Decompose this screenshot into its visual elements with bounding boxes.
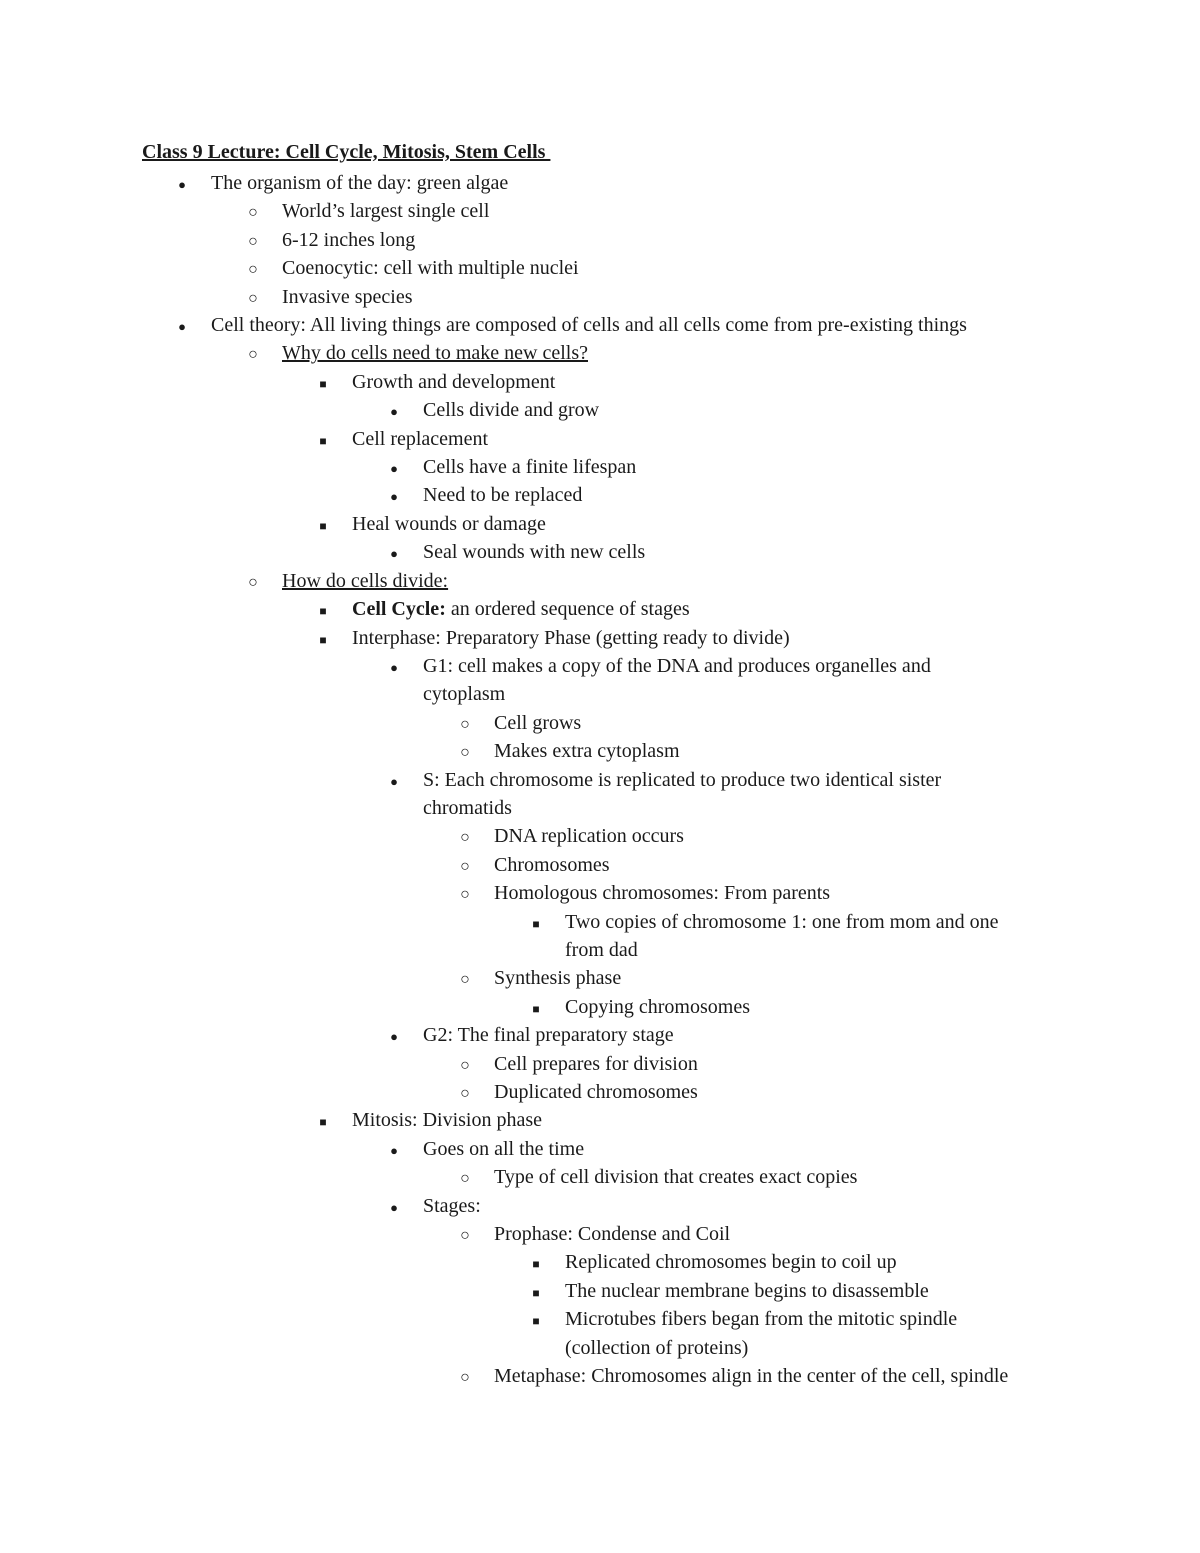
square-bullet-icon [526, 1305, 546, 1335]
disc-bullet-icon [384, 396, 404, 426]
list-item: ● Goes on all the time [0, 1135, 1200, 1163]
list-item: ■ Mitosis: Division phase [0, 1106, 1200, 1134]
list-item: ○ Chromosomes [0, 851, 1200, 879]
list-item: ■ Copying chromosomes [0, 993, 1200, 1021]
circle-bullet-icon [243, 197, 263, 227]
square-bullet-icon [526, 993, 546, 1023]
disc-bullet-icon [172, 169, 192, 199]
disc-bullet-icon [384, 453, 404, 483]
list-item: ○ Metaphase: Chromosomes align in the center of the cell, spindle [0, 1362, 1200, 1390]
disc-bullet-icon [384, 652, 404, 682]
circle-bullet-icon [243, 567, 263, 597]
circle-bullet-icon [455, 851, 475, 881]
circle-bullet-icon [455, 1050, 475, 1080]
disc-bullet-icon [384, 766, 404, 796]
disc-bullet-icon [384, 538, 404, 568]
square-bullet-icon [313, 425, 333, 455]
list-item: ■ The nuclear membrane begins to disassemble [0, 1277, 1200, 1305]
list-item: ● G1: cell makes a copy of the DNA and produces organelles and cytoplasm [0, 652, 1200, 709]
square-bullet-icon [313, 368, 333, 398]
circle-bullet-icon [243, 226, 263, 256]
list-item: ■ Cell replacement [0, 425, 1200, 453]
circle-bullet-icon [455, 1078, 475, 1108]
bold-term: Cell Cycle: [352, 598, 446, 621]
disc-bullet-icon [384, 481, 404, 511]
list-item: ● Stages: [0, 1192, 1200, 1220]
list-item: ● The organism of the day: green algae [0, 169, 1200, 197]
list-item: ○ Why do cells need to make new cells? [0, 339, 1200, 367]
list-item: ○ Prophase: Condense and Coil [0, 1220, 1200, 1248]
disc-bullet-icon [384, 1135, 404, 1165]
list-item: ■ Heal wounds or damage [0, 510, 1200, 538]
disc-bullet-icon [384, 1021, 404, 1051]
square-bullet-icon [313, 624, 333, 654]
list-item: ○ Homologous chromosomes: From parents [0, 879, 1200, 907]
list-item: ○ How do cells divide: [0, 567, 1200, 595]
list-item: ● Need to be replaced [0, 481, 1200, 509]
disc-bullet-icon [172, 311, 192, 341]
list-item: ■ Growth and development [0, 368, 1200, 396]
list-item [0, 595, 1200, 623]
disc-bullet-icon [384, 1192, 404, 1222]
list-item: ■ Replicated chromosomes begin to coil up [0, 1248, 1200, 1276]
circle-bullet-icon [243, 339, 263, 369]
notes-list [0, 169, 1200, 1390]
list-item: ■ Microtubes fibers began from the mitotic spindle (collection of proteins) [0, 1305, 1200, 1362]
square-bullet-icon [526, 908, 546, 938]
square-bullet-icon [526, 1248, 546, 1278]
list-item: ■ Two copies of chromosome 1: one from mom and one from dad [0, 908, 1200, 965]
circle-bullet-icon [455, 1220, 475, 1250]
list-item: ○ Type of cell division that creates exact copies [0, 1163, 1200, 1191]
list-item: ● Cells have a finite lifespan [0, 453, 1200, 481]
square-bullet-icon [313, 510, 333, 540]
list-item: ○ Coenocytic: cell with multiple nuclei [0, 254, 1200, 282]
term-definition: an ordered sequence of stages [445, 598, 690, 621]
list-item: ● Cell theory: All living things are composed of cells and all cells come from pre-existing things [0, 311, 1200, 339]
list-item: ○ Synthesis phase [0, 964, 1200, 992]
circle-bullet-icon [455, 879, 475, 909]
list-item: ● S: Each chromosome is replicated to produce two identical sister chromatids [0, 766, 1200, 823]
list-item: ○ Cell prepares for division [0, 1050, 1200, 1078]
list-item: ○ World’s largest single cell [0, 197, 1200, 225]
list-item: ○ Invasive species [0, 283, 1200, 311]
square-bullet-icon [313, 595, 333, 625]
circle-bullet-icon [243, 254, 263, 284]
list-item: ● Seal wounds with new cells [0, 538, 1200, 566]
circle-bullet-icon [455, 1362, 475, 1392]
list-item: ○ DNA replication occurs [0, 822, 1200, 850]
circle-bullet-icon [455, 709, 475, 739]
list-item: ○ 6-12 inches long [0, 226, 1200, 254]
document-title: Class 9 Lecture: Cell Cycle, Mitosis, Stem Cells [142, 141, 551, 163]
circle-bullet-icon [243, 283, 263, 313]
list-item: ● G2: The final preparatory stage [0, 1021, 1200, 1049]
list-item: ■ Interphase: Preparatory Phase (getting ready to divide) [0, 624, 1200, 652]
square-bullet-icon [526, 1277, 546, 1307]
list-item: ● Cells divide and grow [0, 396, 1200, 424]
circle-bullet-icon [455, 737, 475, 767]
circle-bullet-icon [455, 1163, 475, 1193]
list-item: ○ Duplicated chromosomes [0, 1078, 1200, 1106]
square-bullet-icon [313, 1106, 333, 1136]
circle-bullet-icon [455, 964, 475, 994]
circle-bullet-icon [455, 822, 475, 852]
list-item: ○ Makes extra cytoplasm [0, 737, 1200, 765]
list-item: ○ Cell grows [0, 709, 1200, 737]
